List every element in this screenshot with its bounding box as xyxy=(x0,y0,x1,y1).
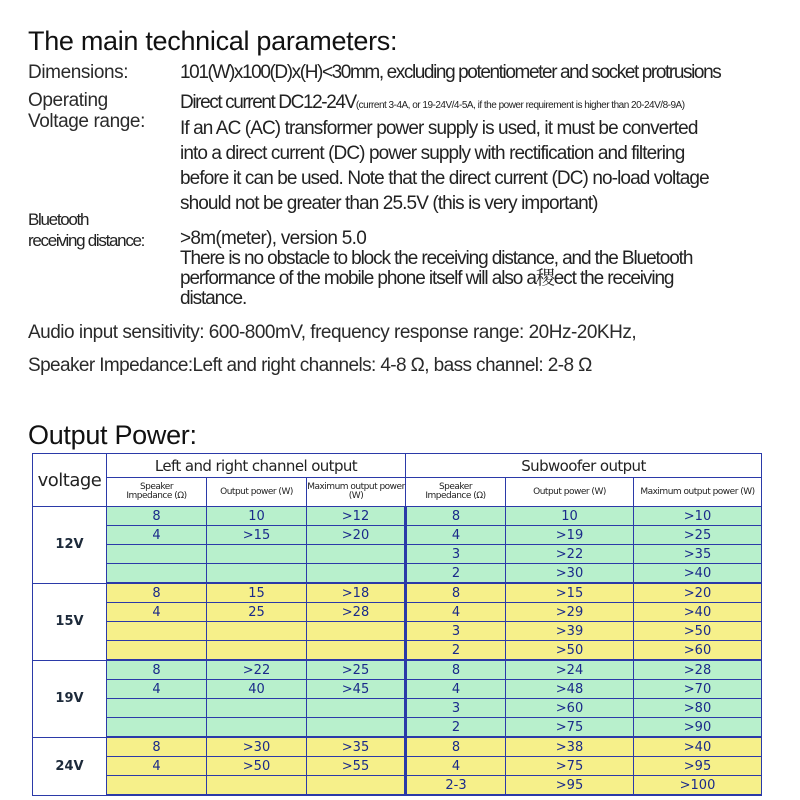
bluetooth-line: There is no obstacle to block the receiving distance, and the Bluetooth xyxy=(180,248,693,269)
lr-impedance-cell xyxy=(107,564,207,584)
voltage-line: into a direct current (DC) power supply with rectification and filtering xyxy=(180,143,685,164)
voltage-line: before it can be used. Note that the direct current (DC) no-load voltage xyxy=(180,168,709,189)
lr-impedance-cell: 4 xyxy=(107,526,207,545)
voltage-description xyxy=(180,116,709,216)
voltage-label-line1: Operating xyxy=(28,90,108,111)
sub-max-cell: >10 xyxy=(634,507,762,526)
dimensions-label: Dimensions: xyxy=(28,62,129,83)
sub-impedance-cell: 3 xyxy=(406,699,506,718)
lr-max-cell xyxy=(307,641,406,661)
lr-output-header: Output power (W) xyxy=(207,478,307,507)
sub-impedance-cell: 2 xyxy=(406,641,506,661)
sub-output-cell: >22 xyxy=(506,545,634,564)
lr-output-cell: >50 xyxy=(207,757,307,776)
lr-impedance-cell xyxy=(107,718,207,738)
sub-max-header: Maximum output power (W) xyxy=(634,478,762,507)
table-row xyxy=(33,564,762,584)
sub-output-cell: >19 xyxy=(506,526,634,545)
sub-impedance-cell: 4 xyxy=(406,603,506,622)
sub-max-cell: >40 xyxy=(634,603,762,622)
lr-max-cell xyxy=(307,622,406,641)
lr-output-cell xyxy=(207,545,307,564)
sub-impedance-header: Speaker Impedance (Ω) xyxy=(406,478,506,507)
lr-impedance-cell: 8 xyxy=(107,660,207,680)
lr-max-cell xyxy=(307,776,406,796)
sub-impedance-cell: 4 xyxy=(406,526,506,545)
voltage-cell: 15V xyxy=(33,583,107,660)
table-row xyxy=(33,526,762,545)
bluetooth-value: >8m(meter), version 5.0 xyxy=(180,228,367,249)
subwoofer-header: Subwoofer output xyxy=(406,454,762,478)
lr-max-cell: >45 xyxy=(307,680,406,699)
sub-impedance-cell: 2 xyxy=(406,564,506,584)
sub-max-cell: >80 xyxy=(634,699,762,718)
sub-impedance-cell: 8 xyxy=(406,507,506,526)
lr-max-cell xyxy=(307,564,406,584)
lr-output-cell xyxy=(207,641,307,661)
sub-max-cell: >28 xyxy=(634,660,762,680)
table-row xyxy=(33,699,762,718)
table-row xyxy=(33,583,762,603)
sub-impedance-cell: 3 xyxy=(406,545,506,564)
specs-title: The main technical parameters: xyxy=(28,26,398,56)
lr-max-cell xyxy=(307,699,406,718)
sub-impedance-cell: 8 xyxy=(406,737,506,757)
sub-max-cell: >40 xyxy=(634,737,762,757)
table-row xyxy=(33,776,762,796)
sub-impedance-cell: 4 xyxy=(406,680,506,699)
sub-impedance-cell: 2-3 xyxy=(406,776,506,796)
lr-impedance-cell xyxy=(107,699,207,718)
lr-output-cell xyxy=(207,699,307,718)
speaker-impedance-text: Speaker Impedance:Left and right channels: 4-8 Ω, bass channel: 2-8 Ω xyxy=(28,355,592,376)
dimensions-value: 101(W)x100(D)x(H)<30mm, excluding potentiometer and socket protrusions xyxy=(180,62,721,83)
sub-max-cell: >100 xyxy=(634,776,762,796)
table-row xyxy=(33,603,762,622)
sub-output-cell: >30 xyxy=(506,564,634,584)
lr-max-cell: >55 xyxy=(307,757,406,776)
sub-max-cell: >70 xyxy=(634,680,762,699)
sub-max-cell: >25 xyxy=(634,526,762,545)
sub-max-cell: >35 xyxy=(634,545,762,564)
table-row xyxy=(33,660,762,680)
sub-output-cell: >75 xyxy=(506,718,634,738)
lr-channel-header: Left and right channel output xyxy=(107,454,406,478)
voltage-cell: 19V xyxy=(33,660,107,737)
lr-output-cell: >22 xyxy=(207,660,307,680)
lr-max-cell: >35 xyxy=(307,737,406,757)
voltage-line: If an AC (AC) transformer power supply is used, it must be converted xyxy=(180,118,698,139)
audio-input-text: Audio input sensitivity: 600-800mV, frequency response range: 20Hz-20KHz, xyxy=(28,322,637,343)
sub-output-header: Output power (W) xyxy=(506,478,634,507)
output-power-title: Output Power: xyxy=(28,420,197,450)
lr-max-header: Maximum output power (W) xyxy=(307,478,406,507)
bluetooth-line: performance of the mobile phone itself will also a稷ect the receiving xyxy=(180,268,674,289)
lr-output-cell: 25 xyxy=(207,603,307,622)
lr-max-cell: >28 xyxy=(307,603,406,622)
lr-output-cell xyxy=(207,776,307,796)
sub-max-cell: >90 xyxy=(634,718,762,738)
sub-impedance-cell: 8 xyxy=(406,583,506,603)
voltage-value-note: (current 3-4A, or 19-24V/4-5A, if the power requirement is higher than 20-24V/8-9A) xyxy=(355,100,685,111)
table-row xyxy=(33,737,762,757)
lr-impedance-header: Speaker Impedance (Ω) xyxy=(107,478,207,507)
voltage-cell: 24V xyxy=(33,737,107,795)
output-power-table xyxy=(32,453,762,796)
lr-impedance-cell xyxy=(107,622,207,641)
voltage-label-line2: Voltage range: xyxy=(28,111,145,132)
voltage-value-line xyxy=(180,92,685,114)
voltage-cell: 12V xyxy=(33,507,107,584)
sub-output-cell: >48 xyxy=(506,680,634,699)
lr-impedance-cell: 8 xyxy=(107,507,207,526)
lr-impedance-cell: 4 xyxy=(107,603,207,622)
sub-impedance-cell: 3 xyxy=(406,622,506,641)
voltage-line: should not be greater than 25.5V (this is very important) xyxy=(180,193,598,214)
lr-output-cell: 10 xyxy=(207,507,307,526)
bluetooth-label-line1: Bluetooth xyxy=(28,210,89,229)
sub-max-cell: >95 xyxy=(634,757,762,776)
voltage-header: voltage xyxy=(33,454,107,507)
sub-output-cell: 10 xyxy=(506,507,634,526)
sub-output-cell: >15 xyxy=(506,583,634,603)
lr-max-cell: >20 xyxy=(307,526,406,545)
lr-output-cell xyxy=(207,718,307,738)
lr-output-cell xyxy=(207,564,307,584)
sub-max-cell: >50 xyxy=(634,622,762,641)
sub-output-cell: >50 xyxy=(506,641,634,661)
lr-output-cell: 15 xyxy=(207,583,307,603)
sub-output-cell: >24 xyxy=(506,660,634,680)
voltage-value-main: Direct current DC12-24V xyxy=(180,92,356,113)
sub-impedance-cell: 2 xyxy=(406,718,506,738)
lr-impedance-cell: 8 xyxy=(107,583,207,603)
lr-impedance-cell: 4 xyxy=(107,757,207,776)
table-row xyxy=(33,718,762,738)
lr-output-cell: >30 xyxy=(207,737,307,757)
sub-impedance-cell: 8 xyxy=(406,660,506,680)
lr-max-cell: >25 xyxy=(307,660,406,680)
sub-output-cell: >39 xyxy=(506,622,634,641)
lr-max-cell xyxy=(307,545,406,564)
lr-max-cell: >12 xyxy=(307,507,406,526)
sub-output-cell: >95 xyxy=(506,776,634,796)
lr-impedance-cell xyxy=(107,641,207,661)
sub-output-cell: >29 xyxy=(506,603,634,622)
sub-impedance-cell: 4 xyxy=(406,757,506,776)
lr-output-cell xyxy=(207,622,307,641)
lr-output-cell: 40 xyxy=(207,680,307,699)
lr-max-cell xyxy=(307,718,406,738)
sub-output-cell: >60 xyxy=(506,699,634,718)
sub-output-cell: >75 xyxy=(506,757,634,776)
bluetooth-line: distance. xyxy=(180,288,247,309)
sub-max-cell: >60 xyxy=(634,641,762,661)
table-row xyxy=(33,622,762,641)
lr-impedance-cell xyxy=(107,776,207,796)
table-row xyxy=(33,641,762,661)
sub-max-cell: >40 xyxy=(634,564,762,584)
lr-max-cell: >18 xyxy=(307,583,406,603)
output-power-body xyxy=(33,507,762,796)
lr-impedance-cell: 4 xyxy=(107,680,207,699)
sub-max-cell: >20 xyxy=(634,583,762,603)
bluetooth-label-line2: receiving distance: xyxy=(28,231,145,250)
table-row xyxy=(33,680,762,699)
lr-output-cell: >15 xyxy=(207,526,307,545)
sub-output-cell: >38 xyxy=(506,737,634,757)
table-row xyxy=(33,507,762,526)
lr-impedance-cell xyxy=(107,545,207,564)
table-row xyxy=(33,757,762,776)
table-row xyxy=(33,545,762,564)
lr-impedance-cell: 8 xyxy=(107,737,207,757)
bluetooth-description xyxy=(180,249,692,309)
